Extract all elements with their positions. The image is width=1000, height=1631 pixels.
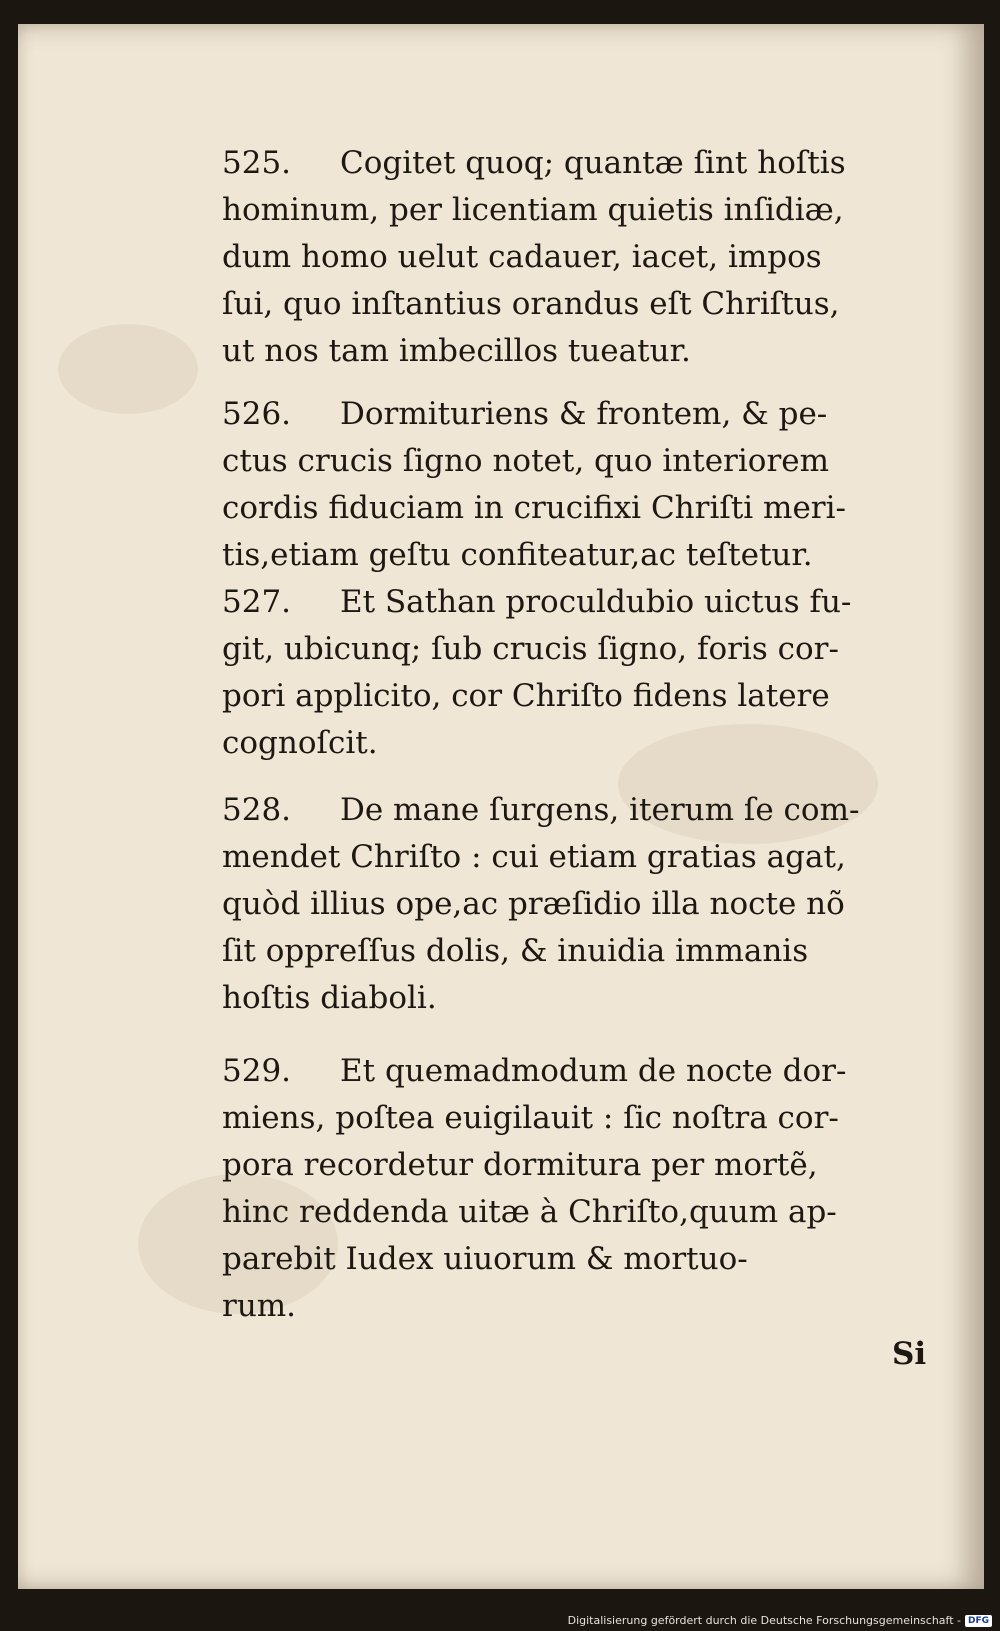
page-text [222,140,952,1330]
text-line: pori applicito, cor Chriſto fidens latere [222,678,830,714]
paragraph-number: 527. [222,584,292,620]
text-line: ſit oppreſſus dolis, & inuidia immanis [222,933,809,969]
paragraph-525 [222,140,952,375]
text-line: git, ubicunq; ſub crucis ſigno, foris cor- [222,631,839,667]
text-line: miens, poſtea euigilauit : ſic noſtra cor- [222,1100,839,1136]
text-line: hominum, per licentiam quietis inſidiæ, [222,192,844,228]
paragraph-527 [222,579,952,767]
paper-stain [58,324,198,414]
text-line: parebit Iudex uiuorum & mortuo- [222,1241,748,1277]
text-line: 529. Et quemadmodum de nocte dor- [222,1048,952,1095]
text-line: hoſtis diaboli. [222,980,437,1016]
text-line: mendet Chriſto : cui etiam gratias agat, [222,839,846,875]
paragraph-528 [222,787,952,1022]
paragraph-number: 526. [222,396,292,432]
paragraph-number: 529. [222,1053,292,1089]
text-line: cordis fiduciam in crucifixi Chriſti meri- [222,490,847,526]
text-line: dum homo uelut cadauer, iacet, impos [222,239,822,275]
paragraph-526 [222,391,952,579]
text-line: rum. [222,1288,297,1324]
paragraph-number: 528. [222,792,292,828]
footer-text: Digitalisierung gefördert durch die Deutsche Forschungsgemeinschaft - [567,1614,961,1627]
text-line: tis,etiam geſtu confiteatur,ac teſtetur. [222,537,813,573]
paragraph-number: 525. [222,145,292,181]
text-line: ſui, quo inſtantius orandus eſt Chriſtus, [222,286,840,322]
text-line: 525. Cogitet quoq; quantæ ſint hoſtis [222,140,952,187]
text-line: 527. Et Sathan proculdubio uictus fu- [222,579,952,626]
text-line: hinc reddenda uitæ à Chriſto,quum ap- [222,1194,837,1230]
digitization-footer [568,1614,992,1627]
catchword: Si [892,1336,927,1372]
text-line: cognoſcit. [222,725,378,761]
text-line: pora recordetur dormitura per mortẽ, [222,1147,818,1183]
text-line: quòd illius ope,ac præſidio illa nocte nõ [222,886,845,922]
dfg-logo-icon: DFG [965,1615,992,1627]
text-line: ut nos tam imbecillos tueatur. [222,333,691,369]
text-line: ctus crucis ſigno notet, quo interiorem [222,443,830,479]
paragraph-529 [222,1048,952,1330]
text-line: 528. De mane ſurgens, iterum ſe com- [222,787,952,834]
text-line: 526. Dormituriens & frontem, & pe- [222,391,952,438]
